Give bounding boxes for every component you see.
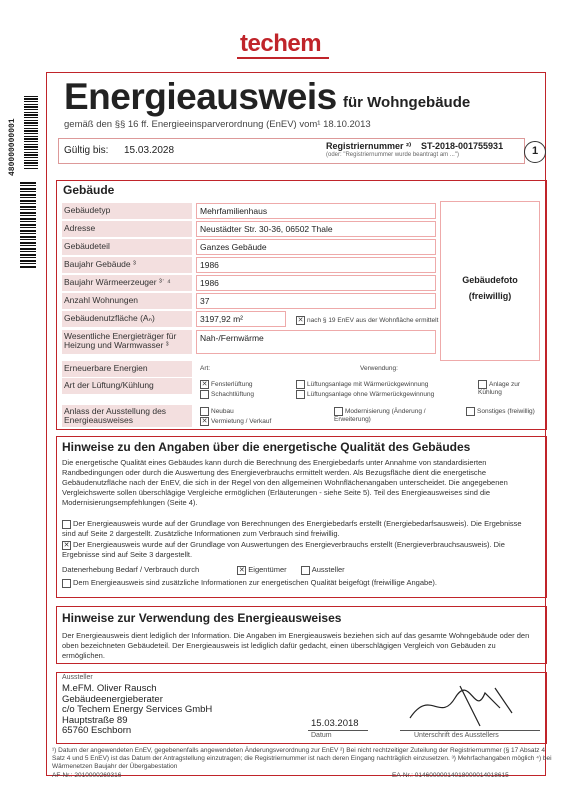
reason-new: Neubau xyxy=(200,407,234,416)
issuer-label: Aussteller xyxy=(62,674,93,681)
ventilation-label: Art der Lüftung/Kühlung xyxy=(62,378,192,394)
option-additional-checkbox[interactable] xyxy=(62,579,71,588)
vent-cooling-checkbox[interactable] xyxy=(478,380,487,389)
vent-cooling: Anlage zur Kühlung xyxy=(478,381,521,396)
reason-modernisation-checkbox[interactable] xyxy=(334,407,343,416)
document-subtitle: für Wohngebäude xyxy=(343,94,471,111)
renewable-use: Verwendung: xyxy=(360,365,398,372)
registration-label: Registriernummer ²⁾ xyxy=(326,141,412,151)
logo-underline xyxy=(237,57,329,59)
heater-year-value: 1986 xyxy=(196,275,436,291)
vent-shaft: Schachtlüftung xyxy=(200,390,254,399)
address-value: Neustädter Str. 30-36, 06502 Thale xyxy=(196,221,436,237)
signature-label: Unterschrift des Ausstellers xyxy=(414,732,499,739)
owner-option: ✕ Eigentümer xyxy=(238,565,287,574)
vent-recovery: Lüftungsanlage mit Wärmerückgewinnung xyxy=(296,380,428,389)
valid-until-label: Gültig bis: xyxy=(64,145,109,156)
address-label: Adresse xyxy=(62,221,192,237)
renewable-type: Art: xyxy=(200,365,211,372)
photo-note: (freiwillig) xyxy=(468,291,512,301)
option-additional: Dem Energieausweis sind zusätzliche Informationen zur energetischen Qualität beigefügt (freiwillige Angabe). xyxy=(62,578,532,588)
side-code: 480000000001 xyxy=(8,118,17,176)
photo-label: Gebäudefoto xyxy=(462,275,518,285)
law-reference: gemäß den §§ 16 ff. Energieeinsparverordnung (EnEV) vom¹ 18.10.2013 xyxy=(64,119,371,130)
reason-rent: ✕ Vermietung / Verkauf xyxy=(201,418,272,426)
vent-no-recovery-checkbox[interactable] xyxy=(296,390,305,399)
vent-window-checkbox[interactable]: ✕ xyxy=(201,381,208,388)
option-demand-checkbox[interactable] xyxy=(62,520,71,529)
build-year-value: 1986 xyxy=(196,257,436,273)
hints-usage-text: Der Energieausweis dient lediglich der Information. Die Angaben im Energieausweis beziehen sich auf das gesamte Wohngebäude oder den oben bezeichneten Gebäudeteil. Der Energieausweis ist lediglich dafür gedacht, einen überschlägigen Vergleich von Gebäuden zu ermöglichen. xyxy=(62,631,530,660)
option-demand: Der Energieausweis wurde auf der Grundlage von Berechnungen des Energiebedarfs erstellt (Energiebedarfsausweis). Die Ergebnisse sind auf Seite 2 dargestellt. Zusätzliche Informationen zum Verbrauch sind freiwillig. xyxy=(62,519,522,538)
hints-quality-title: Hinweise zu den Angaben über die energetische Qualität des Gebäudes xyxy=(62,440,471,454)
barcode-top xyxy=(24,96,38,170)
date-label: Datum xyxy=(311,732,332,739)
registration-note: (oder: "Registriernummer wurde beantragt am ...") xyxy=(326,152,459,158)
document-title: Energieausweis xyxy=(64,76,337,117)
hints-usage-title: Hinweise zur Verwendung des Energieausweises xyxy=(62,611,342,625)
signature-image xyxy=(400,678,520,730)
footnote-text: ¹) Datum der angewendeten EnEV, gegebenenfalls angewendeten Änderungsverordnung zur EnEV ²) Bei nicht rechtzeitiger Zuteilung der Registriernummer (§ 17 Absatz 4 Satz 4 und 5 EnEV) ist das Datum der Antragstellung einzutragen; die Registriernummer ist nach deren Eingang nachträglich einzusetzen. ³) Mehrfachangaben möglich ⁴) bei Wärmenetzen Baujahr der Übergabestation xyxy=(52,747,552,770)
barcode-bottom xyxy=(20,182,36,268)
renewable-label: Erneuerbare Energien xyxy=(62,361,192,377)
ea-number: EA-Nr.: 01460000014018000014018615 xyxy=(392,772,509,779)
techem-logo: techem xyxy=(240,30,322,57)
build-year-label: Baujahr Gebäude ³ xyxy=(62,257,192,273)
floor-area-note: ✕ nach § 19 EnEV aus der Wohnfläche ermittelt xyxy=(297,317,439,325)
af-number: AF-Nr.: 2010000269316 xyxy=(52,772,122,779)
date-line xyxy=(308,730,368,731)
vent-shaft-checkbox[interactable] xyxy=(200,390,209,399)
page-number: 1 xyxy=(524,141,546,163)
hints-quality-text: Die energetische Qualität eines Gebäudes kann durch die Berechnung des Energiebedarfs unter Annahme von standardisierten Randbedingungen oder durch die Auswertung des Energieverbrauchs ermittelt werden. Als Bezugsfläche dient die energetische Gebäudenutzfläche nach der EnEV, die sich in der Regel von den allgemeinen Wohnflächenangaben unterscheidet. Die angegebenen Vergleichswerte sollen überschlägige Vergleiche ermöglichen (Erläuterungen - siehe Seite 5). Teil des Energieausweises sind die Modernisierungsempfehlungen (Seite 4). xyxy=(62,458,508,507)
issuer-option: Aussteller xyxy=(301,565,345,574)
floor-area-value: 3197,92 m² xyxy=(196,311,286,327)
vent-recovery-checkbox[interactable] xyxy=(296,380,305,389)
issue-date: 15.03.2018 xyxy=(311,718,359,729)
floor-area-label: Gebäudenutzfläche (Aₙ) xyxy=(62,311,192,327)
issuer-checkbox[interactable] xyxy=(301,566,310,575)
building-part-label: Gebäudeteil xyxy=(62,239,192,255)
valid-until-date: 15.03.2028 xyxy=(124,145,175,156)
vent-window: ✕ Fensterlüftung xyxy=(201,381,253,389)
reason-other: Sonstiges (freiwillig) xyxy=(466,407,538,416)
option-consumption: ✕ Der Energieausweis wurde auf der Grundlage von Auswertungen des Energieverbrauchs erstellt (Energieverbrauchsausweis). Die Ergebnisse sind auf Seite 3 dargestellt. xyxy=(62,540,505,559)
reason-label: Anlass der Ausstellung des Energieausweises xyxy=(62,405,192,427)
building-heading: Gebäude xyxy=(63,183,115,197)
reason-new-checkbox[interactable] xyxy=(200,407,209,416)
vent-no-recovery: Lüftungsanlage ohne Wärmerückgewinnung xyxy=(296,390,434,399)
data-collection-row xyxy=(62,565,532,575)
data-collection-label: Datenerhebung Bedarf / Verbrauch durch xyxy=(62,565,200,574)
apartments-value: 37 xyxy=(196,293,436,309)
reason-rent-checkbox[interactable]: ✕ xyxy=(201,418,208,425)
reason-modernisation: Modernisierung (Änderung / Erweiterung) xyxy=(334,408,426,423)
option-consumption-checkbox[interactable]: ✕ xyxy=(63,541,70,549)
building-photo-box xyxy=(440,201,540,361)
issuer-address: M.eFM. Oliver Rausch Gebäudeenergieberater c/o Techem Energy Services GmbH Hauptstraße 89 65760 Eschborn xyxy=(62,683,213,736)
apartments-label: Anzahl Wohnungen xyxy=(62,293,192,309)
energy-carrier-label: Wesentliche Energieträger für Heizung und Warmwasser ³ xyxy=(62,330,192,354)
reason-other-checkbox[interactable] xyxy=(466,407,475,416)
heater-year-label: Baujahr Wärmeerzeuger ³ʾ ⁴ xyxy=(62,275,192,291)
signature-line xyxy=(400,730,540,731)
building-type-value: Mehrfamilienhaus xyxy=(196,203,436,219)
building-part-value: Ganzes Gebäude xyxy=(196,239,436,255)
floor-area-checkbox[interactable]: ✕ xyxy=(297,317,304,324)
registration-number: ST-2018-001755931 xyxy=(421,141,504,151)
energy-carrier-value: Nah-/Fernwärme xyxy=(196,330,436,354)
owner-checkbox[interactable]: ✕ xyxy=(238,566,245,574)
building-type-label: Gebäudetyp xyxy=(62,203,192,219)
